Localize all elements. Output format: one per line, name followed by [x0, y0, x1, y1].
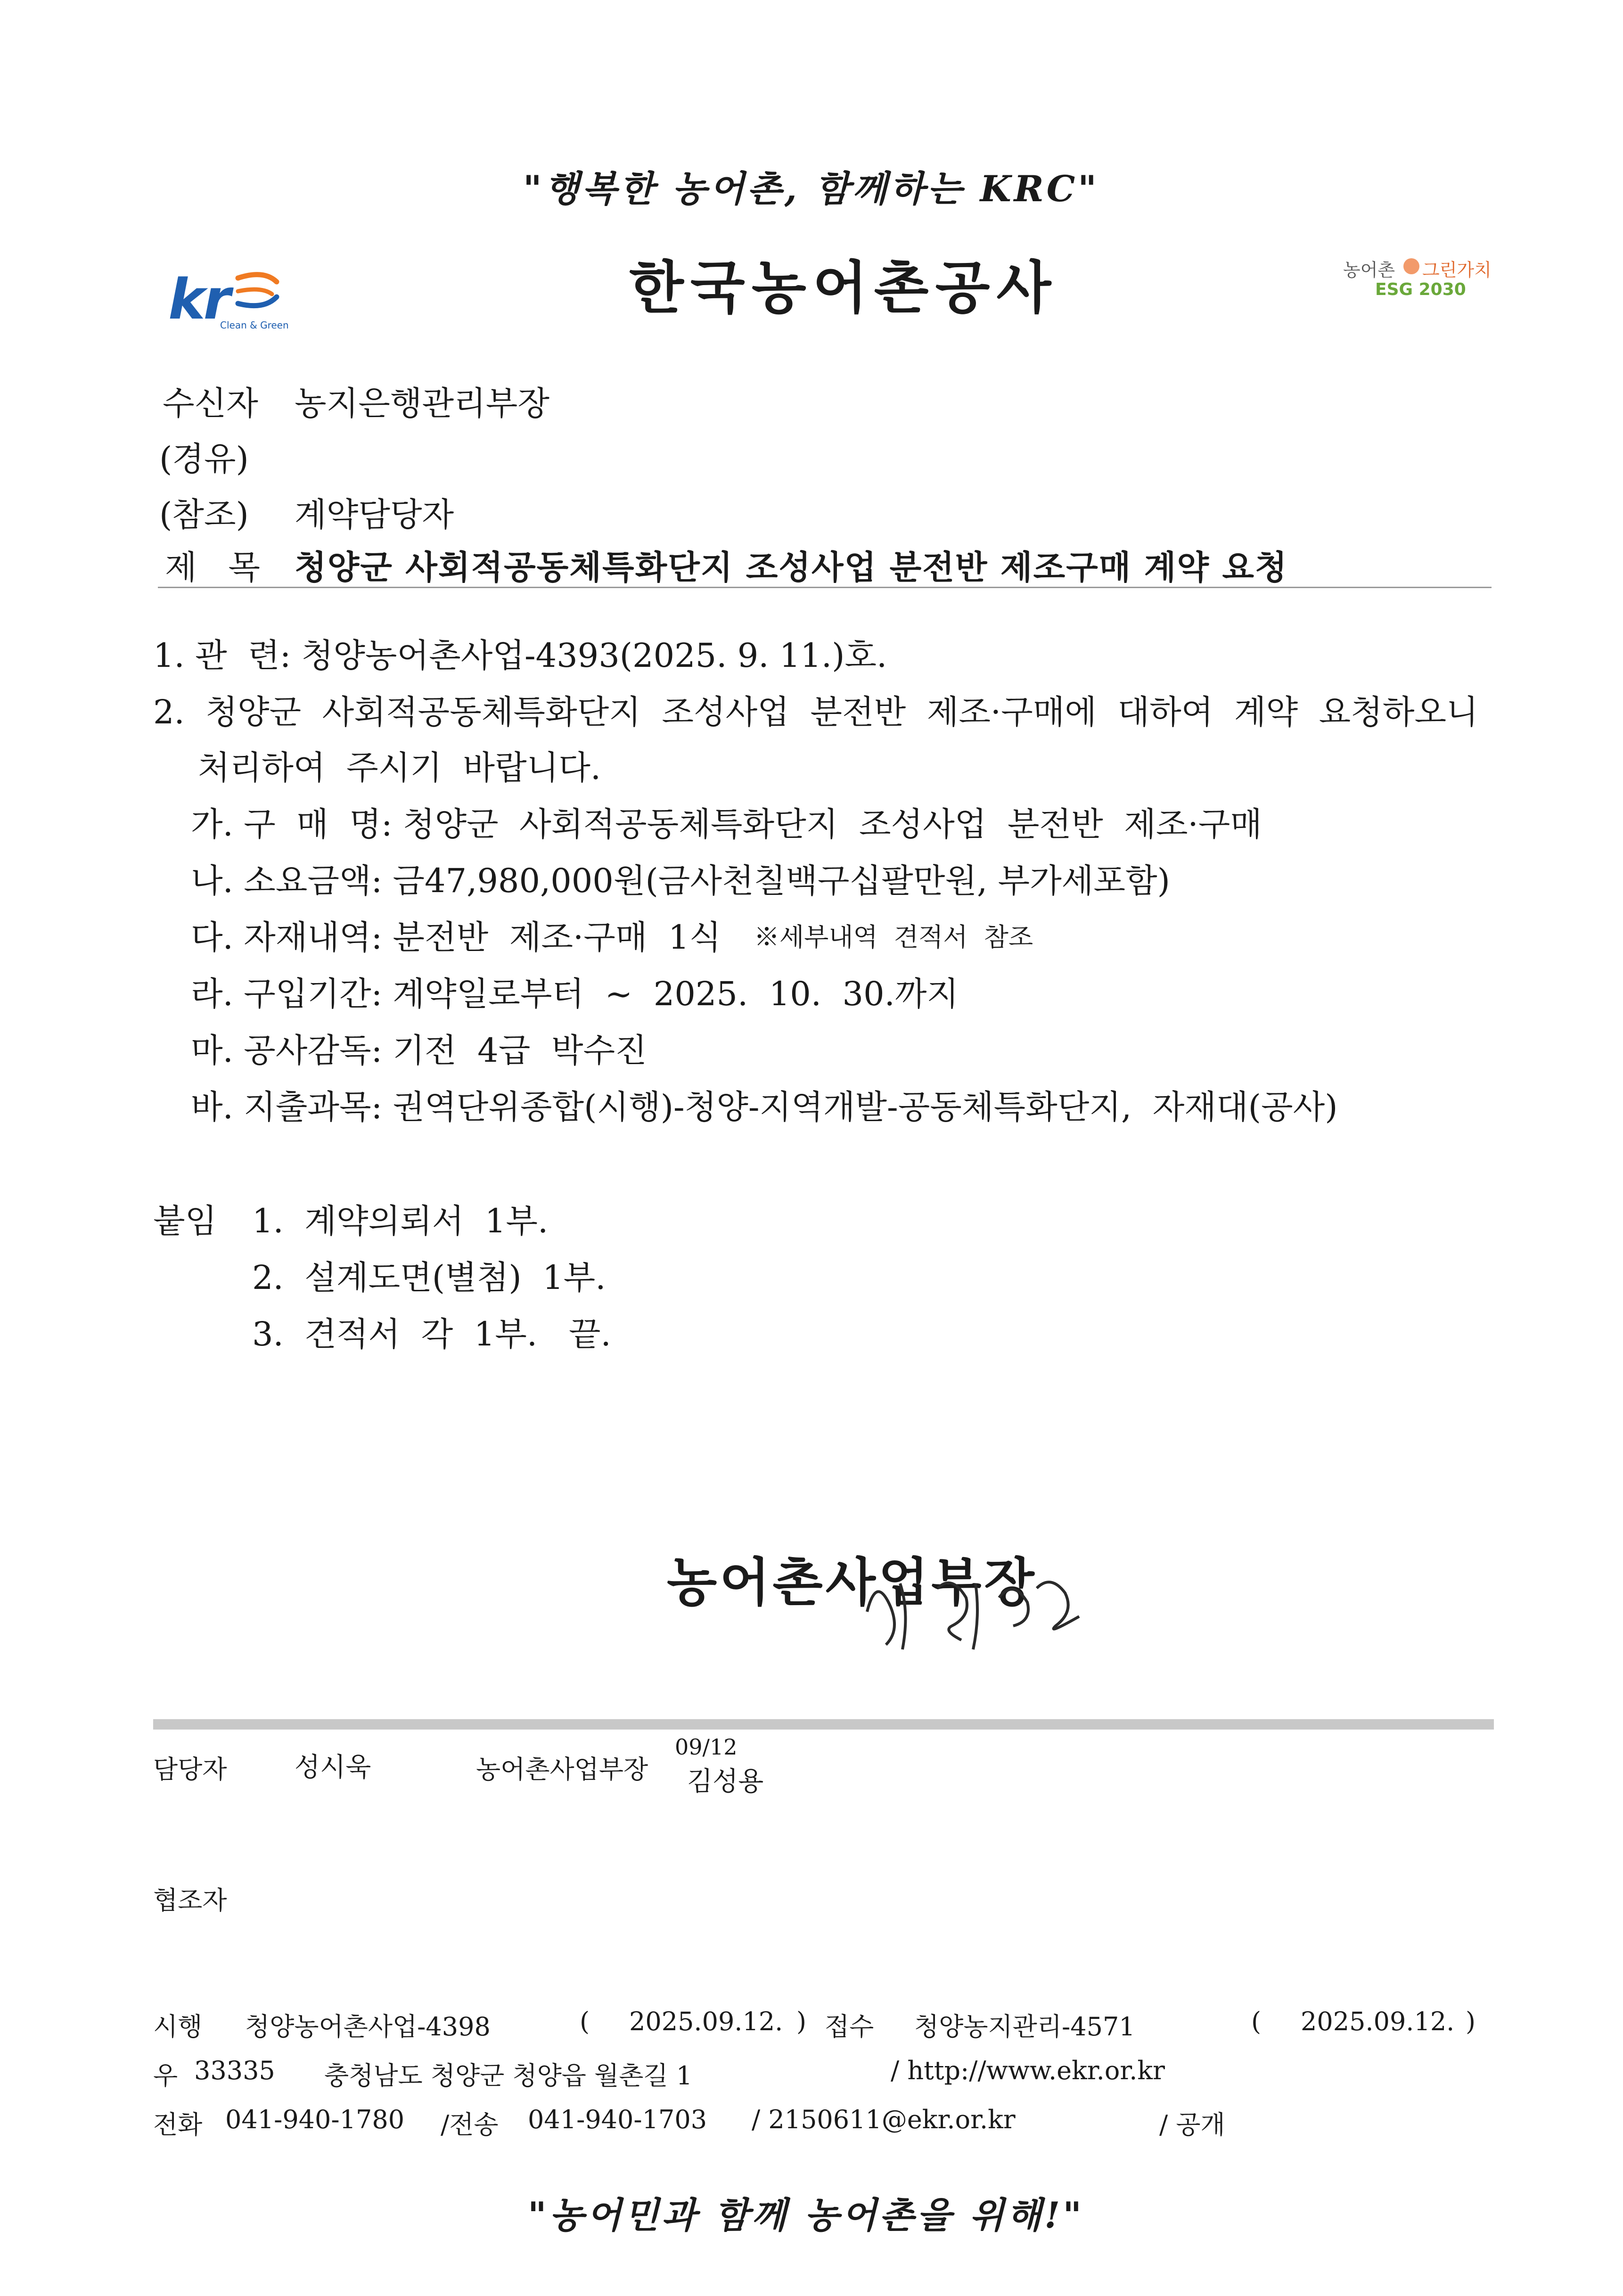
- issue-close-paren: ): [796, 2007, 807, 2036]
- staff-label: 담당자: [153, 1755, 227, 1784]
- attachments-label: 붙임: [153, 1202, 217, 1240]
- reference-value: 계약담당자: [295, 495, 454, 534]
- disclosure-status: / 공개: [1159, 2110, 1225, 2140]
- email-link[interactable]: / 2150611@ekr.or.kr: [752, 2105, 1016, 2134]
- approver-date: 09/12: [675, 1734, 738, 1760]
- sub-item-da-note: ※세부내역 견적서 참조: [754, 922, 1033, 952]
- via-label: (경유): [159, 440, 249, 478]
- attachment-item-1: 1. 계약의뢰서 1부.: [252, 1202, 549, 1240]
- issuer-title: 농어촌사업부장: [667, 1552, 1037, 1613]
- sub-item-ba: 바. 지출과목: 권역단위종합(시행)-청양-지역개발-공동체특화단지, 자재대(공사): [191, 1088, 1338, 1126]
- sub-item-da: 다. 자재내역: 분전반 제조·구매 1식: [191, 918, 721, 957]
- sub-item-na: 나. 소요금액: 금47,980,000원(금사천칠백구십팔만원, 부가세포함): [191, 861, 1170, 900]
- phone-label: 전화: [153, 2110, 203, 2140]
- sub-item-ra: 라. 구입기간: 계약일로부터 ~ 2025. 10. 30.까지: [191, 975, 959, 1013]
- fax-label: /전송: [441, 2110, 499, 2140]
- postal-label: 우: [153, 2061, 178, 2091]
- phone-number: 041-940-1780: [225, 2105, 405, 2134]
- reference-label: (참조): [159, 495, 249, 534]
- esg-badge: ESG 2030: [1375, 280, 1466, 299]
- receipt-date: 2025.09.12.: [1301, 2007, 1455, 2036]
- issue-label: 시행: [153, 2012, 203, 2042]
- krc-logo-tagline: Clean & Green: [220, 320, 289, 331]
- bottom-slogan: "농어민과 함께 농어촌을 위해!": [528, 2194, 1084, 2236]
- esg-leaf-icon: [1403, 258, 1419, 274]
- signature-icon: [858, 1555, 1103, 1659]
- subject-value: 청양군 사회적공동체특화단지 조성사업 분전반 제조구매 계약 요청: [295, 548, 1288, 587]
- recipient-label: 수신자: [163, 384, 258, 423]
- approver-name: 김성용: [687, 1766, 764, 1797]
- esg-logo-line1: 농어촌: [1343, 260, 1395, 280]
- krc-logo-wordmark: kr: [168, 267, 229, 332]
- recipient-value: 농지은행관리부장: [295, 384, 549, 423]
- issue-number: 청양농어촌사업-4398: [245, 2012, 491, 2042]
- issue-date: 2025.09.12.: [629, 2007, 783, 2036]
- header-divider: [158, 587, 1492, 588]
- body-item-2-line-2: 처리하여 주시기 바랍니다.: [198, 748, 601, 787]
- postal-code: 33335: [194, 2056, 275, 2085]
- esg-logo: [1343, 254, 1494, 311]
- organization-name: 한국농어촌공사: [629, 254, 1058, 321]
- esg-logo-line2: 그린가치: [1422, 260, 1492, 280]
- attachment-item-3: 3. 견적서 각 1부. 끝.: [252, 1315, 611, 1353]
- sub-item-ga: 가. 구 매 명: 청양군 사회적공동체특화단지 조성사업 분전반 제조·구매: [191, 805, 1262, 844]
- staff-name: 성시욱: [295, 1752, 371, 1783]
- receipt-label: 접수: [825, 2012, 874, 2042]
- subject-label: 제 목: [165, 548, 260, 587]
- receipt-open-paren: (: [1251, 2007, 1262, 2036]
- fax-number: 041-940-1703: [528, 2105, 707, 2134]
- cooperator-label: 협조자: [153, 1886, 227, 1915]
- attachment-item-2: 2. 설계도면(별첨) 1부.: [252, 1258, 606, 1297]
- receipt-number: 청양농지관리-4571: [914, 2012, 1135, 2042]
- krc-logo: [167, 264, 290, 335]
- issue-open-paren: (: [580, 2007, 590, 2036]
- approver-title: 농어촌사업부장: [476, 1755, 648, 1784]
- approval-divider: [153, 1719, 1494, 1730]
- top-slogan: "행복한 농어촌, 함께하는 KRC": [523, 168, 1099, 210]
- receipt-close-paren: ): [1466, 2007, 1476, 2036]
- sub-item-ma: 마. 공사감독: 기전 4급 박수진: [191, 1031, 647, 1070]
- body-item-1: 1. 관 련: 청양농어촌사업-4393(2025. 9. 11.)호.: [153, 636, 887, 675]
- body-item-2-line-1: 2. 청양군 사회적공동체특화단지 조성사업 분전반 제조·구매에 대하여 계약 요청하오니: [153, 693, 1478, 731]
- website-link[interactable]: / http://www.ekr.or.kr: [891, 2056, 1165, 2085]
- address: 충청남도 청양군 청양읍 월촌길 1: [324, 2061, 693, 2091]
